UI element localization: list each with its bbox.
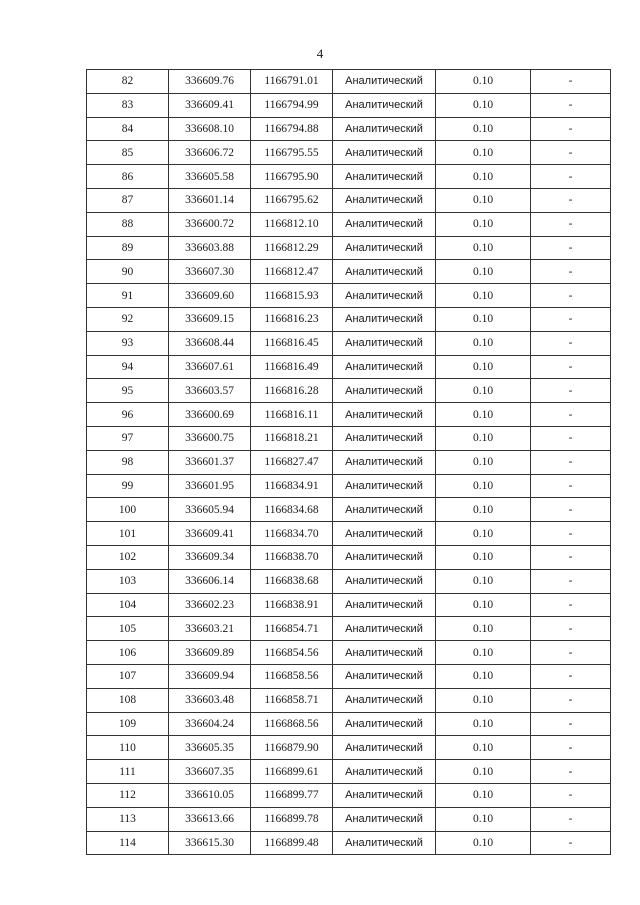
cell-accuracy: 0.10 [436,712,531,736]
cell-point-number: 114 [87,831,169,855]
cell-coordinate-x: 336609.76 [169,70,251,94]
cell-method: Аналитический [333,260,436,284]
cell-coordinate-x: 336608.44 [169,331,251,355]
cell-coordinate-y: 1166879.90 [251,736,333,760]
cell-method: Аналитический [333,141,436,165]
cell-method: Аналитический [333,93,436,117]
cell-note: - [531,450,611,474]
cell-point-number: 104 [87,593,169,617]
cell-accuracy: 0.10 [436,307,531,331]
cell-coordinate-x: 336608.10 [169,117,251,141]
cell-point-number: 111 [87,760,169,784]
cell-coordinate-y: 1166818.21 [251,426,333,450]
cell-coordinate-y: 1166795.90 [251,165,333,189]
table-row [87,188,611,212]
cell-point-number: 97 [87,426,169,450]
cell-coordinate-y: 1166812.10 [251,212,333,236]
cell-note: - [531,760,611,784]
cell-accuracy: 0.10 [436,260,531,284]
cell-point-number: 101 [87,522,169,546]
cell-point-number: 99 [87,474,169,498]
cell-note: - [531,379,611,403]
cell-point-number: 105 [87,617,169,641]
table-row [87,783,611,807]
cell-point-number: 103 [87,569,169,593]
cell-note: - [531,331,611,355]
cell-coordinate-x: 336609.41 [169,93,251,117]
cell-note: - [531,545,611,569]
cell-method: Аналитический [333,450,436,474]
cell-accuracy: 0.10 [436,188,531,212]
cell-coordinate-x: 336607.30 [169,260,251,284]
cell-coordinate-x: 336605.35 [169,736,251,760]
cell-accuracy: 0.10 [436,617,531,641]
cell-note: - [531,474,611,498]
cell-coordinate-x: 336605.94 [169,498,251,522]
table-row [87,260,611,284]
cell-note: - [531,498,611,522]
cell-coordinate-x: 336606.14 [169,569,251,593]
cell-point-number: 113 [87,807,169,831]
cell-coordinate-x: 336606.72 [169,141,251,165]
table-row [87,831,611,855]
cell-accuracy: 0.10 [436,70,531,94]
cell-point-number: 82 [87,70,169,94]
table-row [87,569,611,593]
table-row [87,545,611,569]
cell-coordinate-y: 1166794.88 [251,117,333,141]
table-row [87,165,611,189]
cell-point-number: 94 [87,355,169,379]
cell-method: Аналитический [333,522,436,546]
cell-point-number: 87 [87,188,169,212]
cell-accuracy: 0.10 [436,498,531,522]
cell-coordinate-x: 336600.72 [169,212,251,236]
cell-note: - [531,712,611,736]
cell-accuracy: 0.10 [436,760,531,784]
cell-coordinate-y: 1166858.56 [251,664,333,688]
cell-method: Аналитический [333,593,436,617]
cell-note: - [531,260,611,284]
cell-note: - [531,688,611,712]
cell-method: Аналитический [333,307,436,331]
cell-accuracy: 0.10 [436,93,531,117]
cell-point-number: 108 [87,688,169,712]
cell-coordinate-x: 336600.75 [169,426,251,450]
cell-coordinate-y: 1166858.71 [251,688,333,712]
cell-coordinate-y: 1166812.29 [251,236,333,260]
cell-method: Аналитический [333,403,436,427]
table-row [87,117,611,141]
table-row [87,403,611,427]
cell-coordinate-y: 1166834.91 [251,474,333,498]
table-row [87,331,611,355]
cell-note: - [531,617,611,641]
cell-coordinate-y: 1166794.99 [251,93,333,117]
cell-coordinate-x: 336609.94 [169,664,251,688]
table-row [87,664,611,688]
cell-note: - [531,307,611,331]
table-row [87,93,611,117]
cell-point-number: 91 [87,284,169,308]
cell-method: Аналитический [333,569,436,593]
cell-accuracy: 0.10 [436,474,531,498]
table-row [87,355,611,379]
cell-accuracy: 0.10 [436,545,531,569]
cell-coordinate-y: 1166795.55 [251,141,333,165]
cell-accuracy: 0.10 [436,641,531,665]
cell-point-number: 112 [87,783,169,807]
cell-coordinate-x: 336615.30 [169,831,251,855]
cell-accuracy: 0.10 [436,593,531,617]
table-row [87,236,611,260]
coordinates-table [86,69,611,855]
cell-coordinate-y: 1166899.61 [251,760,333,784]
cell-coordinate-y: 1166816.11 [251,403,333,427]
cell-note: - [531,664,611,688]
cell-method: Аналитический [333,641,436,665]
cell-point-number: 100 [87,498,169,522]
cell-accuracy: 0.10 [436,426,531,450]
cell-point-number: 84 [87,117,169,141]
cell-method: Аналитический [333,355,436,379]
cell-note: - [531,70,611,94]
cell-coordinate-y: 1166838.68 [251,569,333,593]
cell-note: - [531,188,611,212]
cell-coordinate-y: 1166899.78 [251,807,333,831]
cell-point-number: 89 [87,236,169,260]
cell-note: - [531,141,611,165]
table-row [87,70,611,94]
cell-coordinate-y: 1166795.62 [251,188,333,212]
table-row [87,712,611,736]
table-row [87,307,611,331]
cell-accuracy: 0.10 [436,212,531,236]
page-number: 4 [316,46,324,61]
cell-coordinate-y: 1166816.28 [251,379,333,403]
table-row [87,450,611,474]
cell-point-number: 107 [87,664,169,688]
cell-accuracy: 0.10 [436,736,531,760]
cell-method: Аналитический [333,331,436,355]
table-row [87,522,611,546]
cell-accuracy: 0.10 [436,664,531,688]
cell-accuracy: 0.10 [436,355,531,379]
cell-coordinate-y: 1166791.01 [251,70,333,94]
cell-accuracy: 0.10 [436,165,531,189]
cell-point-number: 93 [87,331,169,355]
cell-note: - [531,569,611,593]
cell-note: - [531,426,611,450]
cell-accuracy: 0.10 [436,403,531,427]
cell-coordinate-y: 1166838.91 [251,593,333,617]
cell-accuracy: 0.10 [436,331,531,355]
table-row [87,212,611,236]
cell-accuracy: 0.10 [436,831,531,855]
cell-method: Аналитический [333,379,436,403]
cell-point-number: 96 [87,403,169,427]
cell-coordinate-y: 1166834.68 [251,498,333,522]
cell-note: - [531,355,611,379]
cell-note: - [531,522,611,546]
cell-accuracy: 0.10 [436,569,531,593]
cell-accuracy: 0.10 [436,807,531,831]
cell-coordinate-y: 1166816.45 [251,331,333,355]
cell-coordinate-x: 336605.58 [169,165,251,189]
cell-point-number: 109 [87,712,169,736]
cell-point-number: 85 [87,141,169,165]
cell-method: Аналитический [333,284,436,308]
table-row [87,760,611,784]
table-row [87,498,611,522]
cell-accuracy: 0.10 [436,236,531,260]
cell-method: Аналитический [333,617,436,641]
cell-point-number: 95 [87,379,169,403]
cell-coordinate-x: 336613.66 [169,807,251,831]
cell-method: Аналитический [333,188,436,212]
cell-note: - [531,593,611,617]
cell-method: Аналитический [333,117,436,141]
table-row [87,617,611,641]
cell-point-number: 98 [87,450,169,474]
cell-coordinate-x: 336609.41 [169,522,251,546]
cell-method: Аналитический [333,760,436,784]
cell-accuracy: 0.10 [436,450,531,474]
cell-coordinate-x: 336609.60 [169,284,251,308]
cell-point-number: 106 [87,641,169,665]
cell-coordinate-x: 336603.48 [169,688,251,712]
cell-accuracy: 0.10 [436,284,531,308]
cell-coordinate-y: 1166854.71 [251,617,333,641]
cell-coordinate-y: 1166868.56 [251,712,333,736]
cell-coordinate-y: 1166816.23 [251,307,333,331]
table-body [87,70,611,855]
cell-method: Аналитический [333,712,436,736]
cell-coordinate-x: 336603.88 [169,236,251,260]
table-row [87,474,611,498]
cell-method: Аналитический [333,426,436,450]
cell-method: Аналитический [333,688,436,712]
cell-note: - [531,284,611,308]
cell-coordinate-y: 1166812.47 [251,260,333,284]
cell-note: - [531,807,611,831]
cell-note: - [531,736,611,760]
cell-coordinate-x: 336601.14 [169,188,251,212]
cell-note: - [531,93,611,117]
cell-coordinate-x: 336601.95 [169,474,251,498]
cell-accuracy: 0.10 [436,379,531,403]
cell-note: - [531,117,611,141]
table-row [87,807,611,831]
cell-coordinate-y: 1166834.70 [251,522,333,546]
cell-method: Аналитический [333,70,436,94]
cell-coordinate-x: 336603.57 [169,379,251,403]
cell-method: Аналитический [333,165,436,189]
cell-accuracy: 0.10 [436,688,531,712]
cell-accuracy: 0.10 [436,117,531,141]
cell-coordinate-y: 1166815.93 [251,284,333,308]
cell-point-number: 110 [87,736,169,760]
cell-coordinate-x: 336600.69 [169,403,251,427]
table-row [87,141,611,165]
cell-coordinate-y: 1166816.49 [251,355,333,379]
table-row [87,688,611,712]
cell-coordinate-x: 336603.21 [169,617,251,641]
cell-note: - [531,165,611,189]
table-row [87,379,611,403]
cell-coordinate-x: 336609.89 [169,641,251,665]
cell-coordinate-y: 1166854.56 [251,641,333,665]
cell-coordinate-y: 1166827.47 [251,450,333,474]
cell-accuracy: 0.10 [436,141,531,165]
cell-accuracy: 0.10 [436,783,531,807]
cell-coordinate-x: 336607.61 [169,355,251,379]
cell-method: Аналитический [333,736,436,760]
cell-note: - [531,236,611,260]
cell-point-number: 86 [87,165,169,189]
cell-coordinate-x: 336609.15 [169,307,251,331]
table-row [87,641,611,665]
table-row [87,426,611,450]
cell-method: Аналитический [333,498,436,522]
cell-note: - [531,641,611,665]
cell-method: Аналитический [333,474,436,498]
cell-coordinate-x: 336610.05 [169,783,251,807]
cell-method: Аналитический [333,212,436,236]
cell-method: Аналитический [333,545,436,569]
cell-coordinate-x: 336601.37 [169,450,251,474]
table-row [87,284,611,308]
cell-method: Аналитический [333,236,436,260]
cell-coordinate-x: 336607.35 [169,760,251,784]
cell-point-number: 92 [87,307,169,331]
cell-note: - [531,783,611,807]
cell-method: Аналитический [333,783,436,807]
cell-point-number: 88 [87,212,169,236]
cell-note: - [531,212,611,236]
cell-coordinate-x: 336604.24 [169,712,251,736]
table-row [87,593,611,617]
cell-method: Аналитический [333,807,436,831]
cell-note: - [531,831,611,855]
cell-point-number: 90 [87,260,169,284]
cell-note: - [531,403,611,427]
cell-coordinate-y: 1166899.77 [251,783,333,807]
cell-accuracy: 0.10 [436,522,531,546]
cell-coordinate-x: 336609.34 [169,545,251,569]
table-row [87,736,611,760]
cell-coordinate-y: 1166899.48 [251,831,333,855]
cell-method: Аналитический [333,831,436,855]
cell-coordinate-x: 336602.23 [169,593,251,617]
cell-method: Аналитический [333,664,436,688]
cell-point-number: 102 [87,545,169,569]
cell-point-number: 83 [87,93,169,117]
cell-coordinate-y: 1166838.70 [251,545,333,569]
